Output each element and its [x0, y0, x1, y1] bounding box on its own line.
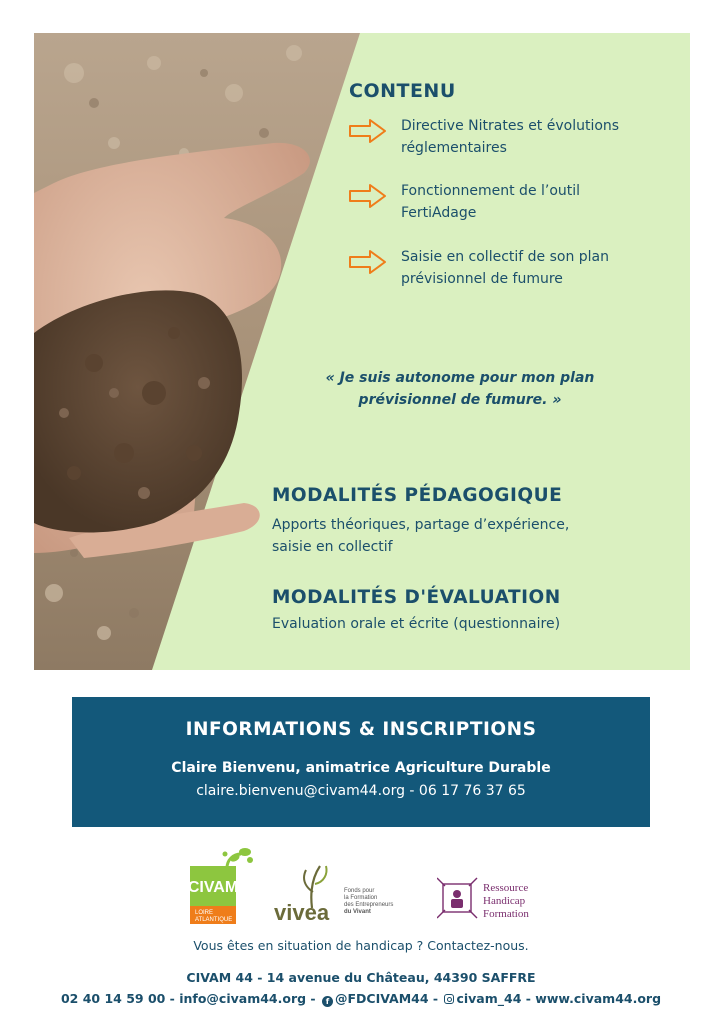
modalites-pedagogique-line1: Apports théoriques, partage d’expérience, [272, 517, 570, 533]
civam-logo-sub1: LOIRE [195, 910, 214, 916]
rhf-line3: Formation [483, 908, 529, 920]
quote-line2: prévisionnel de fumure. » [358, 392, 562, 408]
civam-logo-name: CIVAM [187, 879, 239, 896]
instagram-icon [444, 994, 454, 1004]
vivea-tag4: du Vivant [344, 909, 371, 915]
info-box [72, 697, 650, 827]
facebook-icon: f [322, 996, 333, 1007]
ressource-handicap-formation-logo [437, 876, 547, 922]
contenu-title: CONTENU [349, 80, 456, 102]
footer-contacts [0, 991, 722, 1007]
quote-line1: « Je suis autonome pour mon plan [325, 370, 595, 386]
modalites-evaluation-text: Evaluation orale et écrite (questionnaire) [272, 616, 561, 632]
contenu-item-line1: Saisie en collectif de son plan [401, 249, 610, 265]
footer-address: CIVAM 44 - 14 avenue du Château, 44390 SAFFRE [186, 970, 536, 985]
rhf-line2: Handicap [483, 895, 526, 907]
contenu-item-line2: FertiAdage [401, 205, 477, 221]
rhf-line1: Ressource [483, 882, 529, 894]
contenu-item-line2: prévisionnel de fumure [401, 271, 563, 287]
contenu-item-line1: Fonctionnement de l’outil [401, 183, 581, 199]
vivea-tag1: Fonds pour [344, 888, 375, 894]
modalites-pedagogique-line2: saisie en collectif [272, 539, 393, 555]
vivea-logo [272, 862, 407, 924]
contenu-item-line2: réglementaires [401, 140, 507, 156]
handicap-notice: Vous êtes en situation de handicap ? Contactez-nous. [193, 938, 529, 953]
footer-instagram-website[interactable]: civam_44 - www.civam44.org [456, 991, 662, 1006]
vivea-tag3: des Entrepreneurs [344, 902, 394, 908]
info-contact-details[interactable]: claire.bienvenu@civam44.org - 06 17 76 37 65 [196, 783, 526, 799]
modalites-pedagogique-text [272, 514, 602, 558]
arrow-right-icon [348, 182, 388, 210]
soil-hand-photo [34, 33, 360, 670]
arrow-right-icon [348, 248, 388, 276]
quote [300, 367, 620, 411]
vivea-tag2: la Formation [344, 895, 378, 901]
modalites-evaluation-title: MODALITÉS D'ÉVALUATION [272, 587, 561, 608]
vivea-logo-name: vivea [274, 900, 330, 924]
info-title: INFORMATIONS & INSCRIPTIONS [185, 719, 537, 740]
footer-phone-email[interactable]: 02 40 14 59 00 - info@civam44.org - [60, 991, 316, 1006]
footer-facebook[interactable]: @FDCIVAM44 - [334, 991, 439, 1006]
civam-logo-sub2: ATLANTIQUE [195, 917, 233, 923]
arrow-right-icon [348, 117, 388, 145]
info-contact-name: Claire Bienvenu, animatrice Agriculture Durable [171, 760, 551, 776]
civam-logo [187, 846, 257, 926]
modalites-pedagogique-title: MODALITÉS PÉDAGOGIQUE [272, 485, 563, 506]
contenu-item-line1: Directive Nitrates et évolutions [401, 118, 620, 134]
